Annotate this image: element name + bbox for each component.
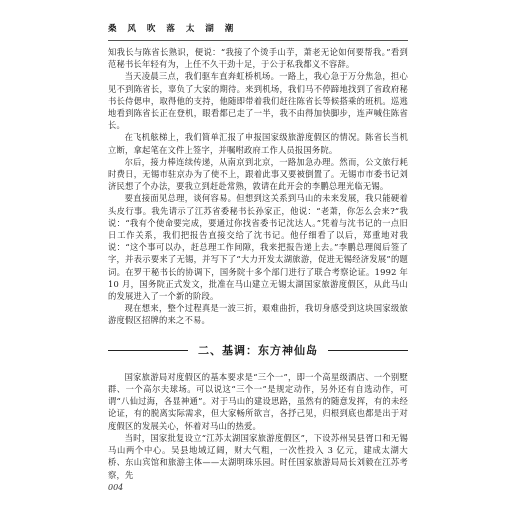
paragraph: 知我长与陈省长熟识，便说：“我接了个烫手山芋，萧老无论如何要帮我。”看到范秘书长年轻有为，上任不久干劲十足，于公于私我都义不容辞。 — [108, 47, 408, 70]
section-title: 二、基调：东方神仙岛 — [198, 343, 318, 357]
paragraph: 尔后，接力棒连续传递，从南京到北京，一路加急办理。然而，公文旅行耗时费日，无锡市驻京办为了使不上，跟着此事又要被倒置了。无锡市市委书记刘济民想了个办法，要我立到赶赴常熟，敦请在此开会的李鹏总理光临无锡。 — [108, 156, 408, 192]
heading-rule-left — [108, 350, 188, 351]
heading-rule-right — [328, 350, 408, 351]
paragraph: 当天凌晨三点，我们驱车直奔虹桥机场。一路上，我心急于万分焦急，担心见不到陈省长，辜负了大家的期待。来到机场，我们马不停蹄地找到了省政府秘书长侍偲申，取得他的支持，他随即带着我们赶往陈省长等候搭乘的班机。巡逃地看到陈省长正在登机，眼看都已走了一半，我不由得加快脚步，连声喊住陈省长。 — [108, 71, 408, 131]
section-heading — [108, 345, 408, 357]
paragraph: 当时，国家批复设立“江苏太湖国家旅游度假区”，下设苏州吴县胥口和无锡马山两个中心。吴县地域辽阔，财大气粗，一次性投入 3 亿元，建成太湖大桥、东山宾馆和旅游主体——太湖明珠乐园。时任国家旅游局局长刘毅在江苏考察，先 — [108, 432, 408, 480]
running-title: 桑 风 吹 落 太 湖 潮 — [108, 24, 238, 34]
paragraph: 在飞机舷梯上，我们简单汇报了申报国家级旅游度假区的情况。陈省长当机立断，拿起笔在文件上签字，并嘱咐政府工作人员报国务院。 — [108, 132, 408, 155]
paragraph: 要直接面见总理，谈何容易。但想到这关系到马山的未来发展，我只能硬着头皮行事。我先请示了江苏省委秘书长孙家正，他说：“老萧，你怎么会来?”我说：“我有个使命要完成，要通过你找省委书记沈达人。”凭着与沈书记的一点旧日工作关系，我们把报告直接交给了沈书记。他仔细看了以后，郑重地对我说：“这个事可以办，赶总理工作间隙，我来把报告递上去。”李鹏总理阅后签了字，并表示要来了无锡，并写下了“大力开发太湖旅游，促进无锡经济发展”的题词。在罗干秘书长的协调下，国务院十多个部门进行了联合考察论证。1992 年 10 月，国务院正式发文，批准在马山建立无锡太湖国家旅游度假区，从此马山的发展进入了一个新的阶段。 — [108, 193, 408, 302]
page-number: 004 — [108, 483, 124, 492]
paragraph: 现在想来，整个过程真是一波三折，艰难曲折，我切身感受到这块国家级旅游度假区招牌的来之不易。 — [108, 303, 408, 326]
body-text — [108, 46, 408, 481]
header-rule — [108, 40, 408, 41]
paragraph: 国家旅游局对度假区的基本要求是“三个一”，即一个高星级酒店、一个别墅群、一个高尔夫球场。可以说这“三个一”是规定动作，另外还有自选动作，可谓“八仙过海，各显神通”。对于马山的建设思路，虽然有的随意发挥，有的未经论证，有的脱离实际需求，但大家畅所欲言，各抒己见，归根到底也都是出于对度假区的发展关心，怀着对马山的热爱。 — [108, 371, 408, 431]
